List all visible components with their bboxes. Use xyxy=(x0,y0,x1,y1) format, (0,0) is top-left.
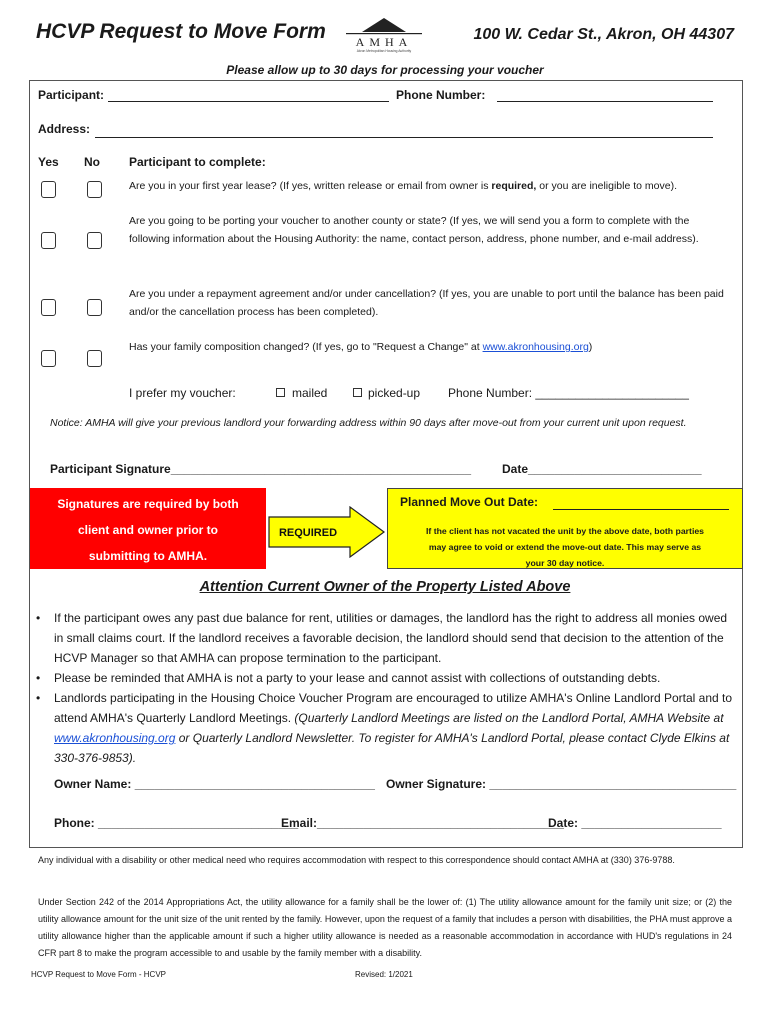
signatures-required-block xyxy=(30,488,266,569)
question-family-composition xyxy=(129,338,725,356)
bullet-not-party-to-lease: • Please be reminded that AMHA is not a party to your lease and cannot assist with collections of outstanding debts. xyxy=(36,668,736,688)
q2-yes-checkbox[interactable] xyxy=(41,232,56,249)
participant-date-field[interactable]: Date__________________________ xyxy=(502,462,702,476)
office-address: 100 W. Cedar St., Akron, OH 44307 xyxy=(473,26,734,43)
question-first-year-lease xyxy=(129,177,725,195)
participant-section-header: Participant to complete: xyxy=(129,155,266,169)
question-repayment-agreement: Are you under a repayment agreement and/or under cancellation? (If yes, you are unable to port until the balance has been paid and/or the cancellation process has been completed). xyxy=(129,288,724,318)
picked-up-label: picked-up xyxy=(368,386,421,400)
q1-text-end: or you are ineligible to move). xyxy=(536,180,677,192)
forwarding-address-notice: Notice: AMHA will give your previous landlord your forwarding address within 90 days after move-out from your current unit upon request. xyxy=(50,417,687,429)
red-block-line-1: Signatures are required by both xyxy=(57,497,239,511)
picked-up-checkbox[interactable] xyxy=(353,388,362,397)
q4-close-paren: ) xyxy=(588,341,593,353)
portal-website-link[interactable]: www.akronhousing.org xyxy=(54,731,176,745)
footer-revised-date: Revised: 1/2021 xyxy=(355,970,413,979)
phone-label: Phone Number: xyxy=(396,88,486,102)
red-block-line-3: submitting to AMHA. xyxy=(88,549,208,563)
mailed-label: mailed xyxy=(292,386,328,400)
q1-yes-checkbox[interactable] xyxy=(41,181,56,198)
required-label: REQUIRED xyxy=(278,527,338,539)
address-label: Address: xyxy=(38,122,91,136)
yes-column-header: Yes xyxy=(38,155,59,169)
q1-text: Are you in your first year lease? (If yes, written release or email from owner is xyxy=(129,180,492,192)
participant-signature-field[interactable]: Participant Signature_____________________________________________ xyxy=(50,462,472,476)
q4-no-checkbox[interactable] xyxy=(87,350,102,367)
planned-move-out-block xyxy=(387,488,743,569)
owner-email-field[interactable]: Email:_____________________________________ xyxy=(281,816,564,830)
planned-move-out-field[interactable] xyxy=(553,509,729,510)
question-porting-voucher: Are you going to be porting your voucher to another county or state? (If yes, we will send you a form to complete with the following information about the Housing Authority: the name, contact person, address, phone number, and e-mail address). xyxy=(129,215,699,245)
q3-no-checkbox[interactable] xyxy=(87,299,102,316)
move-out-notice xyxy=(388,523,742,571)
portal-italic-2: or Quarterly Landlord Newsletter. To register for AMHA's Landlord Portal, please contact Clyde Elkins at 330-376-9853). xyxy=(54,731,730,765)
portal-text: Landlords participating in the Housing Choice Voucher Program are encouraged to utilize AMHA's Online Landlord Portal and to attend AMHA's Quarterly Landlord Meetings. xyxy=(54,691,733,725)
move-out-notice-line-2: may agree to void or extend the move-out date. This may serve as xyxy=(428,542,702,552)
form-title: HCVP Request to Move Form xyxy=(36,20,326,43)
portal-italic-1: (Quarterly Landlord Meetings are listed on the Landlord Portal, AMHA Website at xyxy=(294,711,724,725)
owner-section-title: Attention Current Owner of the Property Listed Above xyxy=(199,579,571,595)
planned-move-out-label: Planned Move Out Date: xyxy=(400,495,539,509)
move-out-notice-line-3: your 30 day notice. xyxy=(525,558,605,568)
logo-text: AMHA xyxy=(355,35,413,49)
utility-allowance-notice: Under Section 242 of the 2014 Appropriations Act, the utility allowance for a family shall be the lower of: (1) The utility allowance amount for the family unit size; or (2) the utility allowance amount for the unit size of the unit rented by the family. However, upon the request of a family that includes a person with disabilities, the PHA must approve a utility allowance higher than the applicable amount if such a higher utility allowance is needed as a reasonable accommodation in accordance with HUD's regulations in 24 CFR part 8 to make the program accessible to and usable by the family member with a disability. xyxy=(38,897,732,958)
owner-name-field[interactable]: Owner Name: ____________________________________ xyxy=(54,777,375,791)
owner-bullet-list xyxy=(36,608,736,768)
processing-notice: Please allow up to 30 days for processing your voucher xyxy=(226,63,544,77)
bullet-past-due-balance: • If the participant owes any past due balance for rent, utilities or damages, the landlord has the right to address all monies owed in small claims court. If the landlord receives a favorable decision, the landlord should send that decision to the attention of the HCVP Manager so that AMHA can propose termination to the participant. xyxy=(36,608,736,668)
akronhousing-link[interactable]: www.akronhousing.org xyxy=(482,341,589,353)
phone-field[interactable] xyxy=(497,101,713,102)
required-arrow-icon xyxy=(268,506,386,558)
bullet-landlord-portal xyxy=(36,688,736,768)
owner-phone-field[interactable]: Phone: ______________________________ xyxy=(54,816,299,830)
red-block-line-2: client and owner prior to xyxy=(77,523,218,537)
footer-form-name: HCVP Request to Move Form - HCVP xyxy=(31,970,167,979)
no-column-header: No xyxy=(84,155,100,169)
logo-tagline: Akron Metropolitan Housing Authority xyxy=(356,49,412,53)
accommodation-notice: Any individual with a disability or other medical need who requires accommodation with respect to this correspondence should contact AMHA at (330) 376-9788. xyxy=(38,855,675,865)
participant-label: Participant: xyxy=(38,88,105,102)
form-header xyxy=(0,0,770,62)
voucher-phone-field[interactable]: Phone Number: _______________________ xyxy=(448,386,689,400)
address-field[interactable] xyxy=(95,137,713,138)
owner-signature-field[interactable]: Owner Signature: _____________________________________ xyxy=(386,777,737,791)
q2-no-checkbox[interactable] xyxy=(87,232,102,249)
amha-logo xyxy=(338,16,430,54)
owner-date-field[interactable]: Date: _____________________ xyxy=(548,816,722,830)
q3-yes-checkbox[interactable] xyxy=(41,299,56,316)
q1-no-checkbox[interactable] xyxy=(87,181,102,198)
move-out-notice-line-1: If the client has not vacated the unit by the above date, both parties xyxy=(425,526,705,536)
q4-text: Has your family composition changed? (If yes, go to "Request a Change" at xyxy=(129,341,483,353)
voucher-preference-label: I prefer my voucher: xyxy=(129,386,236,400)
q1-required: required, xyxy=(491,180,537,192)
participant-field[interactable] xyxy=(108,101,389,102)
q4-yes-checkbox[interactable] xyxy=(41,350,56,367)
mailed-checkbox[interactable] xyxy=(276,388,285,397)
